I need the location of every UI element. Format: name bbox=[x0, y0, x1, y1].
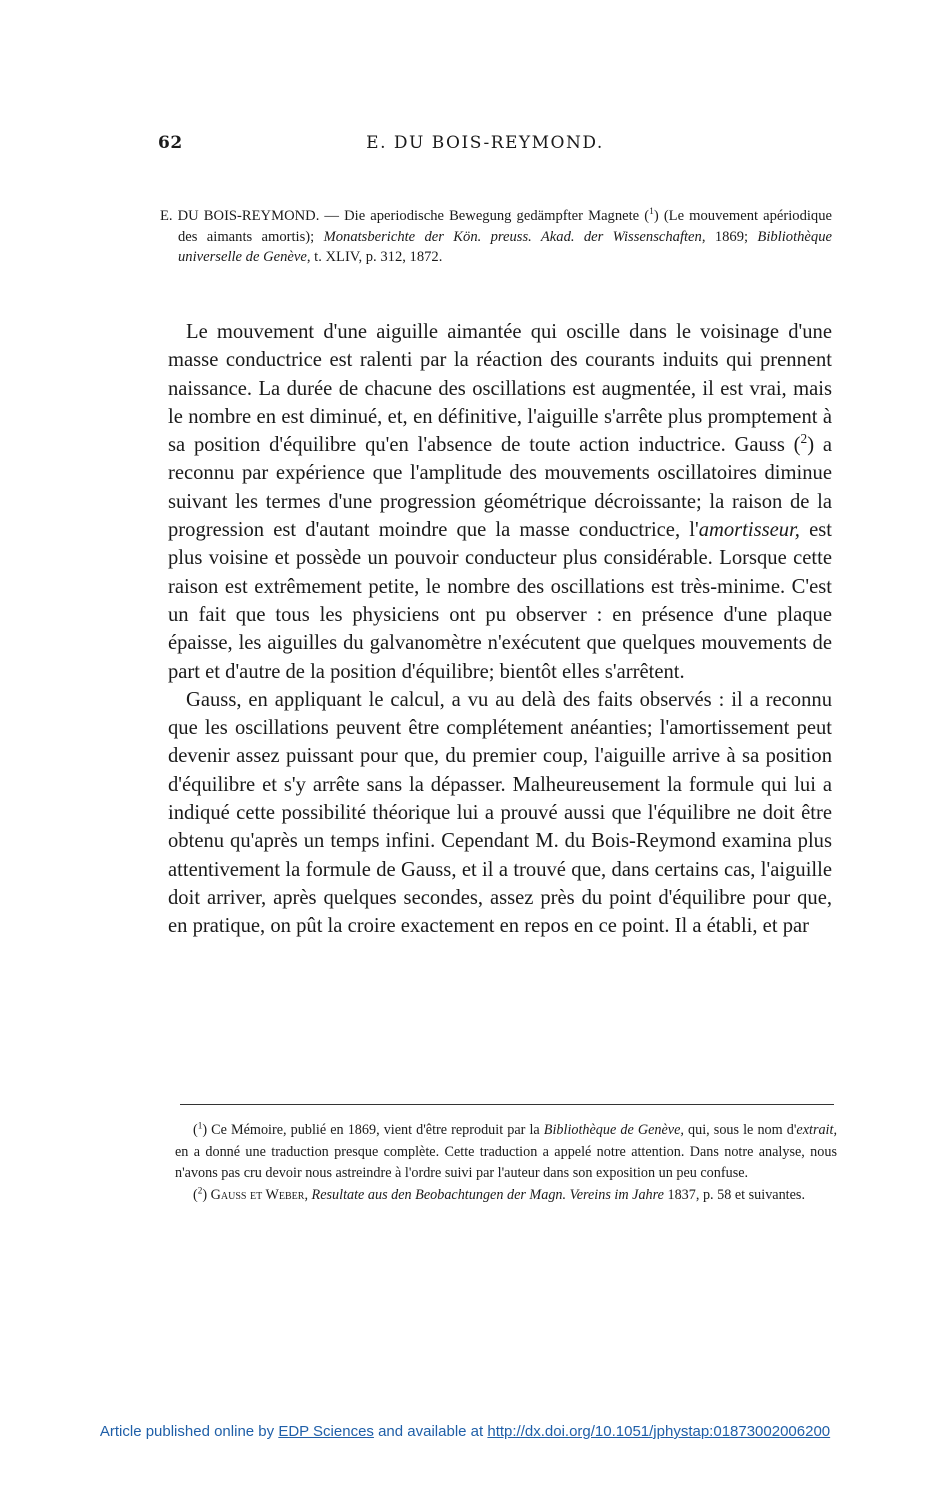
paragraph-1-italic-term: amortisseur, bbox=[698, 519, 800, 542]
reference-german-title: Die aperiodische Bewegung gedämpfter Magnete bbox=[344, 208, 640, 224]
footnote-mark-2: 2 bbox=[800, 431, 808, 447]
edp-sciences-link[interactable]: EDP Sciences bbox=[278, 1423, 374, 1440]
running-title: E. DU BOIS-REYMOND. bbox=[366, 133, 604, 153]
paragraph-1-part-a: Le mouvement d'une aiguille aimantée qui oscille dans le voisinage d'une masse conductrice est ralenti par la réaction des courants induits qui prennent naissance. La durée de chacune des oscillations est augmentée, il est vrai, mais le nombre en est diminué, et, en définitive, l'aiguille s'arrête plus promptement à sa position d'équilibre qu'en l'absence de toute action inductrice. Gauss ( bbox=[168, 321, 832, 457]
doi-link[interactable]: http://dx.doi.org/10.1051/jphystap:01873002006200 bbox=[487, 1423, 831, 1440]
footnote-1-part-a: Ce Mémoire, publié en 1869, vient d'être reproduit par la bbox=[211, 1122, 540, 1138]
reference-french-title: (Le mouvement apériodique des aimants amortis); bbox=[178, 208, 833, 245]
footnotes bbox=[175, 1120, 837, 1206]
footnote-1-italic-1: Bibliothèque de Genève, bbox=[543, 1122, 684, 1138]
footnote-2: ($^2$) Gauss et Weber, Resultate aus den Beobachtungen der Magn. Vereins im Jahre 1837, p. 58 et suivantes. bbox=[193, 1184, 805, 1203]
footnote-2-mark: 2 bbox=[197, 1184, 203, 1195]
footnote-2-rest: 1837, p. 58 et suivantes. bbox=[667, 1186, 805, 1203]
publication-footer bbox=[0, 1423, 930, 1440]
reference-journal-1: Monatsberichte der Kön. preuss. Akad. der Wissenschaften bbox=[323, 228, 702, 245]
page-number: 62 bbox=[158, 133, 183, 153]
footnote-1-italic-2: extrait, bbox=[796, 1122, 837, 1138]
main-text bbox=[168, 318, 832, 941]
reference-dash: — bbox=[319, 208, 345, 224]
footer-middle: and available at bbox=[378, 1423, 484, 1440]
paragraph-1 bbox=[168, 318, 832, 686]
paragraph-2: Gauss, en appliquant le calcul, a vu au delà des faits observés : il a reconnu que les oscillations peuvent être complétement anéanties; l'amortissement peut devenir assez puissant pour que, du premier coup, l'aiguille arrive à sa position d'équilibre et s'y arrête sans la dépasser. Malheureusement la formule qui lui a indiqué cette possibilité théorique lui a prouvé aussi que l'équilibre ne doit être obtenu qu'après un temps infini. Cependant M. du Bois-Reymond examina plus attentivement la formule de Gauss, et il a trouvé que, dans certains cas, l'aiguille doit arriver, après quelques secondes, assez près du point d'équilibre pour que, en pratique, on pût la croire exactement en repos en ce point. Il a établi, et par bbox=[168, 688, 832, 938]
reference-author: E. DU BOIS-REYMOND. bbox=[160, 208, 320, 224]
footnote-2-authors: Gauss et Weber, bbox=[210, 1186, 308, 1203]
footnote-1-part-b: qui, sous le nom d' bbox=[688, 1122, 797, 1138]
footnote-2-italic-title: Resultate aus den Beobachtungen der Magn. Vereins im Jahre bbox=[311, 1186, 664, 1203]
reference-year-1: , 1869; bbox=[701, 228, 749, 245]
footer-prefix: Article published online by bbox=[99, 1423, 275, 1440]
reference-journal-2: Bibliothèque universelle de Genève bbox=[178, 228, 832, 265]
footnote-1: ($^1$) Ce Mémoire, publié en 1869, vient d'être reproduit par la Bibliothèque de Genève, qui, sous le nom d'extrait, en a donné une traduction presque complète. Cette traduction a appelé notre attention. Dans notre analyse, nous n'avons pas cru devoir nous astreindre à l'ordre suivi par l'auteur dans son exposition un peu confuse. bbox=[175, 1120, 837, 1181]
reference-volume: , t. XLIV, p. 312, 1872. bbox=[306, 249, 443, 265]
paragraph-1-part-c: est plus voisine et possède un pouvoir conducteur plus considérable. Lorsque cette raison est extrêmement petite, le nombre des oscillations est très-minime. C'est un fait que tous les physiciens ont pu observer : en présence d'une plaque épaisse, les aiguilles du galvanomètre n'exécutent que quelques mouvements de part et d'autre de la position d'équilibre; bientôt elles s'arrêtent. bbox=[168, 519, 832, 683]
paragraph-1-part-b: ) a reconnu par expérience que l'amplitude des mouvements oscillatoires diminue suivant les termes d'une progression géométrique décroissante; la raison de la progression est d'autant moindre que la masse conductrice, l' bbox=[168, 434, 832, 542]
footnote-divider bbox=[180, 1104, 834, 1105]
footnote-1-part-c: en a donné une traduction presque complète. Cette traduction a appelé notre attention. Dans notre analyse, nous n'avons pas cru devoir nous astreindre à l'ordre suivi par l'auteur dans son exposition un peu confuse. bbox=[175, 1143, 837, 1181]
bibliographic-reference: E. DU BOIS-REYMOND. — Die aperiodische Bewegung gedämpfter Magnete ($^1$) (Le mouvement apériodique des aimants amortis); Monatsberichte der Kön. preuss. Akad. der Wissenschaften, 1869; Bibliothèque universelle de Genève, t. XLIV, p. 312, 1872. bbox=[160, 207, 833, 265]
footnote-mark-1: 1 bbox=[649, 207, 654, 218]
footnote-1-mark: 1 bbox=[197, 1120, 203, 1131]
